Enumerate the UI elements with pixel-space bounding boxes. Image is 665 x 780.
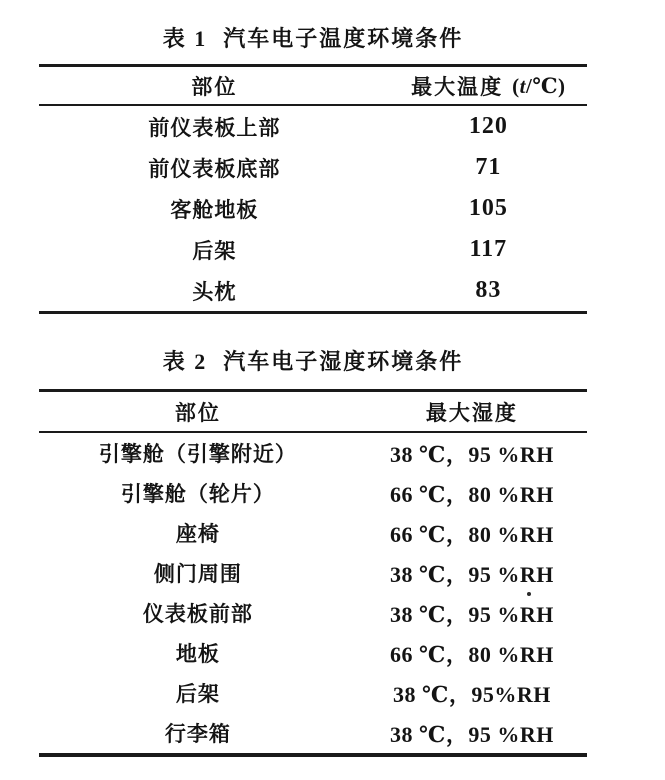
value-cell: 38 ℃，95 %RH <box>389 601 554 627</box>
table2-header-location: 部位 <box>174 400 221 425</box>
location-cell: 前仪表板底部 <box>148 156 281 181</box>
table2-body <box>39 433 587 753</box>
location-cell: 仪表板前部 <box>142 602 253 626</box>
table1-caption <box>39 22 587 53</box>
table1 <box>39 64 587 314</box>
table-row <box>39 188 587 229</box>
value-cell: 38 ℃，95%RH <box>392 681 551 707</box>
scan-artifact-dot <box>527 592 531 596</box>
location-cell: 侧门周围 <box>153 562 242 586</box>
value-cell: 38 ℃，95 %RH <box>389 561 554 587</box>
value-cell: 66 ℃，80 %RH <box>389 521 554 547</box>
table-row <box>39 593 587 633</box>
unit-open: ( <box>512 73 520 98</box>
table2-caption <box>39 345 587 376</box>
table-row <box>39 713 587 753</box>
table2-caption-title: 汽车电子湿度环境条件 <box>223 349 464 374</box>
value-cell: 66 ℃，80 %RH <box>389 481 554 507</box>
table2-header-value: 最大湿度 <box>425 400 518 425</box>
table-row <box>39 673 587 713</box>
location-cell: 客舱地板 <box>170 197 259 222</box>
table2 <box>39 389 587 757</box>
table1-header-location: 部位 <box>191 74 238 99</box>
location-cell: 引擎舱（轮片） <box>120 482 275 506</box>
location-cell: 引擎舱（引擎附近） <box>98 442 297 466</box>
table2-caption-number: 表 2 <box>162 349 208 374</box>
value-cell: 66 ℃，80 %RH <box>389 641 554 667</box>
value-cell: 71 <box>475 154 502 180</box>
table-row <box>39 270 587 311</box>
value-cell: 105 <box>468 195 508 221</box>
table1-header-value <box>390 67 587 104</box>
location-cell: 后架 <box>192 238 237 263</box>
location-cell: 后架 <box>175 682 220 706</box>
value-cell: 83 <box>475 277 502 303</box>
table-row <box>39 633 587 673</box>
table2-header-row <box>39 392 587 431</box>
table-row <box>39 513 587 553</box>
value-cell: 38 ℃，95 %RH <box>389 441 554 467</box>
table1-caption-title: 汽车电子温度环境条件 <box>223 26 464 51</box>
location-cell: 头枕 <box>192 279 237 304</box>
table2-bottom-rule <box>39 753 587 757</box>
table1-body <box>39 106 587 311</box>
table1-header-unit <box>512 73 565 99</box>
location-cell: 前仪表板上部 <box>148 115 281 140</box>
value-cell: 120 <box>468 113 508 139</box>
value-cell: 38 ℃，95 %RH <box>389 721 554 747</box>
value-cell: 117 <box>469 236 508 262</box>
unit-rest: /℃) <box>526 73 566 98</box>
table1-header-row <box>39 67 587 104</box>
unit-variable: t <box>519 73 527 98</box>
table-row <box>39 433 587 473</box>
location-cell: 座椅 <box>175 522 220 546</box>
table1-bottom-rule <box>39 311 587 314</box>
table-row <box>39 229 587 270</box>
table1-header-value-label: 最大温度 <box>411 74 504 99</box>
table-row <box>39 473 587 513</box>
table-row <box>39 553 587 593</box>
location-cell: 地板 <box>175 642 220 666</box>
table1-caption-number: 表 1 <box>162 26 208 51</box>
table-row <box>39 147 587 188</box>
location-cell: 行李箱 <box>164 722 231 746</box>
table-row <box>39 106 587 147</box>
